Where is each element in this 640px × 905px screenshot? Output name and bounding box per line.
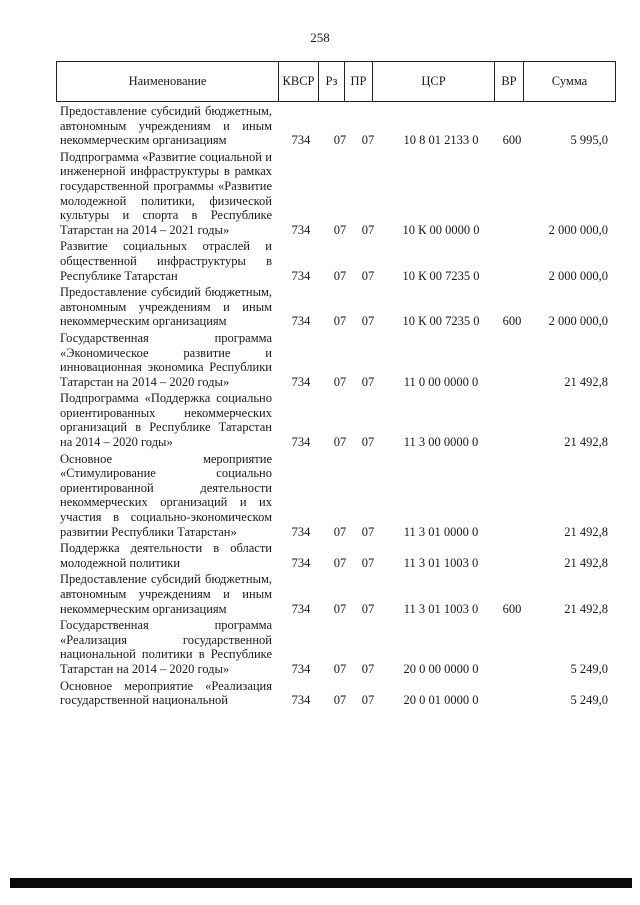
row-kvsr: 734	[291, 314, 311, 329]
table-row	[60, 239, 608, 283]
row-kvsr: 734	[291, 661, 311, 676]
row-name: Подпрограмма «Поддержка социально ориентированных некоммерческих организаций в Республике Татарстан на 2014 – 2020 годы»	[60, 391, 272, 450]
header-csr: ЦСР	[373, 62, 495, 101]
row-name: Поддержка деятельности в области молодежной политики	[60, 541, 272, 570]
row-pr: 07	[361, 374, 375, 389]
row-rz: 07	[333, 661, 347, 676]
row-pr: 07	[361, 693, 375, 708]
row-pr: 07	[361, 601, 375, 616]
row-sum: 21 492,8	[564, 601, 608, 616]
header-kvsr: КВСР	[279, 62, 319, 101]
header-sum: Сумма	[551, 74, 588, 89]
header-pr: ПР	[345, 62, 373, 101]
header-rz: Рз	[319, 62, 345, 101]
table-row	[60, 541, 608, 570]
row-csr: 11 3 01 1003 0	[403, 555, 479, 570]
row-sum: 21 492,8	[564, 374, 608, 389]
table-row	[60, 104, 608, 148]
row-pr: 07	[361, 435, 375, 450]
scan-edge-bar	[10, 878, 632, 888]
row-csr: 11 0 00 0000 0	[403, 374, 479, 389]
row-name: Основное мероприятие «Реализация государственной национальной	[60, 678, 272, 708]
row-vr: 600	[502, 314, 522, 329]
row-vr: 600	[502, 601, 522, 616]
table-row	[60, 391, 608, 449]
row-sum: 5 249,0	[570, 693, 608, 708]
row-pr: 07	[361, 524, 375, 539]
row-pr: 07	[361, 661, 375, 676]
row-rz: 07	[333, 693, 347, 708]
row-name: Подпрограмма «Развитие социальной и инженерной инфраструктуры в рамках государственной программы «Развитие молодежной политики, физической культуры и спорта в Республике Татарстан на 2014 – 2021 годы»	[60, 149, 272, 237]
row-pr: 07	[361, 555, 375, 570]
row-rz: 07	[333, 222, 347, 237]
row-kvsr: 734	[291, 374, 311, 389]
row-csr: 20 0 00 0000 0	[403, 661, 479, 676]
row-csr: 10 К 00 7235 0	[402, 268, 480, 283]
row-kvsr: 734	[291, 435, 311, 450]
row-rz: 07	[333, 374, 347, 389]
table-row	[60, 285, 608, 329]
row-rz: 07	[333, 524, 347, 539]
row-sum: 21 492,8	[564, 555, 608, 570]
row-pr: 07	[361, 314, 375, 329]
row-csr: 11 3 00 0000 0	[403, 435, 479, 450]
table-row	[60, 331, 608, 389]
row-sum: 2 000 000,0	[548, 268, 608, 283]
row-csr: 11 3 01 1003 0	[403, 601, 479, 616]
row-name: Государственная программа «Реализация государственной национальной политики в Республике Татарстан на 2014 – 2020 годы»	[60, 618, 272, 676]
row-sum: 5 995,0	[570, 133, 608, 148]
row-kvsr: 734	[291, 693, 311, 708]
row-csr: 20 0 01 0000 0	[403, 693, 479, 708]
row-rz: 07	[333, 601, 347, 616]
table-row	[60, 572, 608, 616]
page-number: 258	[310, 30, 330, 45]
table-header	[56, 61, 616, 102]
row-rz: 07	[333, 133, 347, 148]
row-sum: 21 492,8	[564, 435, 608, 450]
header-vr: ВР	[495, 62, 524, 101]
row-kvsr: 734	[291, 268, 311, 283]
row-kvsr: 734	[291, 601, 311, 616]
row-name: Предоставление субсидий бюджетным, автономным учреждениям и иным некоммерческим организациям	[60, 285, 272, 329]
header-name: Наименование	[57, 62, 279, 101]
row-sum: 2 000 000,0	[548, 314, 608, 329]
row-rz: 07	[333, 314, 347, 329]
row-kvsr: 734	[291, 133, 311, 148]
row-csr: 10 8 01 2133 0	[403, 133, 479, 148]
row-kvsr: 734	[291, 222, 311, 237]
row-rz: 07	[333, 268, 347, 283]
row-pr: 07	[361, 268, 375, 283]
row-rz: 07	[333, 555, 347, 570]
row-kvsr: 734	[291, 555, 311, 570]
table-row	[60, 618, 608, 676]
row-name: Основное мероприятие «Стимулирование социально ориентированной деятельности некоммерческих организаций и их участия в социально-экономическом развитии Республики Татарстан»	[60, 451, 272, 539]
table-body	[60, 104, 608, 710]
row-sum: 2 000 000,0	[548, 222, 608, 237]
table-row	[60, 679, 608, 708]
row-vr: 600	[502, 133, 522, 148]
row-csr: 10 К 00 0000 0	[402, 222, 480, 237]
row-pr: 07	[361, 222, 375, 237]
row-pr: 07	[361, 133, 375, 148]
row-rz: 07	[333, 435, 347, 450]
row-name: Предоставление субсидий бюджетным, автономным учреждениям и иным некоммерческим организациям	[60, 572, 272, 616]
row-kvsr: 734	[291, 524, 311, 539]
row-sum: 21 492,8	[564, 524, 608, 539]
row-name: Государственная программа «Экономическое развитие и инновационная экономика Республики Татарстан на 2014 – 2020 годы»	[60, 330, 272, 389]
table-row	[60, 452, 608, 540]
table-row	[60, 150, 608, 238]
row-sum: 5 249,0	[570, 661, 608, 676]
row-name: Развитие социальных отраслей и общественной инфраструктуры в Республике Татарстан	[60, 239, 272, 283]
row-name: Предоставление субсидий бюджетным, автономным учреждениям и иным некоммерческим организациям	[60, 104, 272, 148]
row-csr: 10 К 00 7235 0	[402, 314, 480, 329]
row-csr: 11 3 01 0000 0	[403, 524, 479, 539]
